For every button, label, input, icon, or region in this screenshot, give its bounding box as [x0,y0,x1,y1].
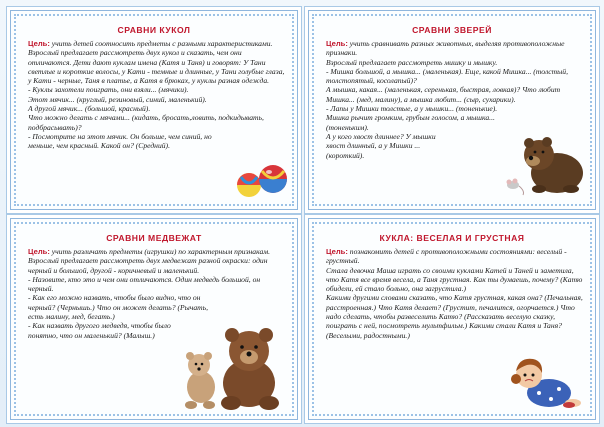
paragraph: Какими другими словами сказать, что Катя грустная, какая она? (Печальная, расстроенная.) Что Катя делает? (Грустит, печалится, огорчается.) Что надо сделать, чтобы развеселить Катю? (Рассказать веселую сказку, поиграть с ней, посмотреть мультфильм.) Какими стали Катя и Таня? (Веселыми, радостными.) [326,293,583,340]
goal-line [28,247,285,256]
goal-text: учить сравнивать разных животных, выделяя противоположные признаки. [326,39,565,58]
doll-illustration [509,349,583,411]
goal-text: учить различать предметы (игрушки) по характерным признакам. [49,247,271,256]
paragraph: Взрослый предлагает рассмотреть двух медвежат разной окраски: один черный и большой, другой - коричневый и маленький. [28,256,268,275]
card-body [28,39,285,151]
teddy-bears-illustration [179,325,287,411]
paragraph: А мышка, какая... (маленькая, серенькая, быстрая, ловкая)? Что любит Мишка... (мед, малину), а мышка любит... (сыр, сухарики). [326,85,561,104]
bear-and-mouse-illustration [505,125,587,197]
balls-illustration [231,159,289,199]
goal-label: Цель: [28,39,50,48]
card-compare-bears [10,218,298,420]
paragraph: - Куклы захотели поиграть, они взяли... (мячики). [28,85,189,95]
paragraph: - Как его можно назвать, чтобы было видно, что он черный? (Чернышь.) Что он может делать? (Рычать, есть малину, мед, бегать.) [28,293,209,322]
paragraph: Мишка рычит громким, грубым голосом, а мышка... (тоненьким). [326,113,495,132]
goal-line [28,39,285,48]
card-body [326,247,583,340]
paragraph: Стала девочка Маша играть со своими куклами Катей и Таней и заметила, что Катя все время весела, а Таня грустная. Как ты думаешь, почему? (Катю обидели, ей стало больно, она загрустила.) [326,265,583,294]
paragraph: Взрослый предлагает рассмотреть двух кукол и сказать, чем они отличаются. Дети дают куклам имена (Катя и Таня) и говорят: У Тани светлые и короткие волосы, у Кати - темные и длинные, у Тани голубые глаза, у Кати - черные, Таня в платье, а Катя в брюках, у куклы разная одежда. [28,48,285,86]
paragraph: - Лапы у Мишки толстые, а у мышки... (тоненькие). [326,104,498,114]
paragraph: А другой мячик... (большой, красный). [28,104,151,114]
goal-line [326,247,583,266]
paragraph: - Назовите, кто это и чем они отличаются. Один медведь большой, он черный. [28,274,261,294]
goal-label: Цель: [326,39,348,48]
goal-label: Цель: [28,247,50,256]
paragraph: Что можно делать с мячами... (кидать, бросать,ловить, подкидывать, подбрасывать)? [28,113,264,132]
goal-label: Цель: [326,247,348,256]
card-doll-happy-sad [308,218,596,420]
paragraph: Этот мячик... (круглый, резиновый, синий, маленький). [28,94,207,104]
card-compare-animals [308,10,596,210]
card-title: СРАВНИ МЕДВЕЖАТ [106,233,202,243]
goal-text: познакомить детей с противоположными состояниями: веселый - грустный. [326,247,567,266]
paragraph: Взрослый предлагает рассмотреть мишку и мышку. [326,57,498,67]
paragraph: - Как назвать другого медведя, чтобы было понятно, что он маленький? (Малыш.) [28,321,171,340]
goal-line [326,39,583,58]
paragraph: А у кого хвост длиннее? У мышки хвост длинный, а у Мишки ... (короткий). [326,131,436,160]
goal-text: учить детей соотносить предметы с разными характеристиками. [49,39,273,48]
paragraph: - Мишка большой, а мышка... (маленькая). Еще, какой Мишка... (толстый, толстопятый, косолапый)? [326,66,568,86]
card-title: СРАВНИ ЗВЕРЕЙ [412,25,492,35]
card-title: СРАВНИ КУКОЛ [117,25,191,35]
card-compare-dolls [10,10,298,210]
paragraph: - Посмотрите на этот мячик. Он больше, чем синий, но меньше, чем красный. Какой он? (Средний). [28,131,212,151]
card-title: КУКЛА: ВЕСЕЛАЯ И ГРУСТНАЯ [379,233,525,243]
